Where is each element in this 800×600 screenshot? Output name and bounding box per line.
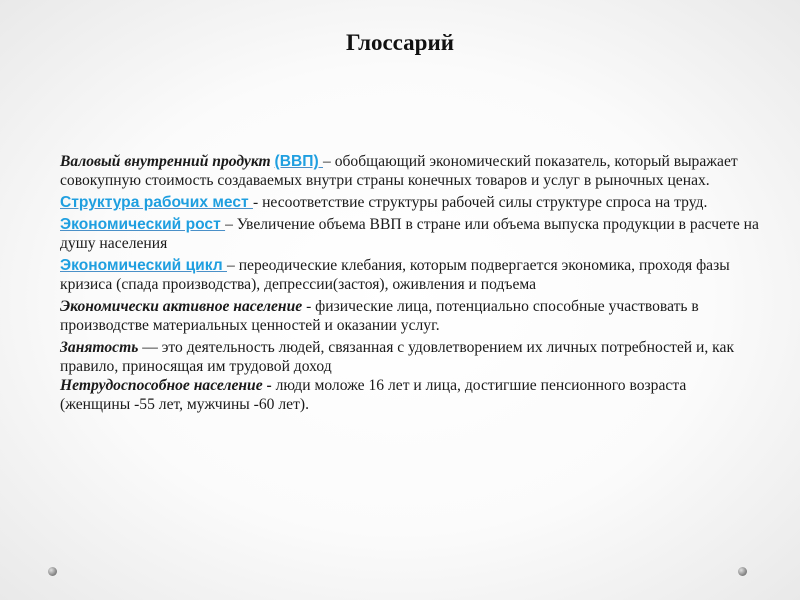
term-active-population: Экономически активное население <box>60 298 303 315</box>
definition-disabled-population: люди моложе 16 лет и лица, достигшие пенсионного возраста (женщины -55 лет, мужчины -60 лет). <box>60 377 687 413</box>
term-job-structure-link[interactable]: Структура рабочих мест <box>60 194 253 211</box>
term-gdp: Валовый внутренний продукт <box>60 153 275 170</box>
corner-dot-bottom-left-icon <box>48 567 57 576</box>
definition-economic-growth: – Увеличение объема ВВП в стране или объема выпуска продукции в расчете на душу населения <box>60 216 759 252</box>
term-employment: Занятость <box>60 339 139 356</box>
glossary-entry-disabled-population <box>60 376 760 414</box>
glossary-entry-gdp <box>60 152 760 190</box>
glossary-entry-economic-growth <box>60 215 760 253</box>
glossary-entry-employment <box>60 338 760 376</box>
definition-dash: - <box>262 377 276 394</box>
definition-gdp: – обобщающий экономический показатель, который выражает совокупную стоимость создаваемых внутри страны конечных товаров и услуг в рыночных ценах. <box>60 153 738 189</box>
gdp-abbreviation-link[interactable]: (ВВП) <box>274 153 323 170</box>
glossary-entry-job-structure <box>60 193 760 212</box>
term-economic-cycle-link[interactable]: Экономический цикл <box>60 257 227 274</box>
glossary-entry-active-population <box>60 297 760 335</box>
term-economic-growth-link[interactable]: Экономический рост <box>60 216 226 233</box>
definition-job-structure: - несоответствие структуры рабочей силы структуре спроса на труд. <box>252 194 708 211</box>
term-disabled-population: Нетрудоспособное население <box>60 377 263 394</box>
glossary-entry-economic-cycle <box>60 256 760 294</box>
corner-dot-bottom-right-icon <box>738 567 747 576</box>
definition-employment: — это деятельность людей, связанная с удовлетворением их личных потребностей и, как правило, приносящая им трудовой доход <box>60 339 735 375</box>
definition-active-population: - физические лица, потенциально способные участвовать в производстве материальных ценностей и оказании услуг. <box>60 298 699 334</box>
slide-title: Глоссарий <box>346 30 454 55</box>
glossary-body <box>60 152 760 417</box>
definition-economic-cycle: – переодические клебания, которым подвергается экономика, проходя фазы кризиса (спада производства), депрессии(застоя), оживления и подъема <box>60 257 730 293</box>
